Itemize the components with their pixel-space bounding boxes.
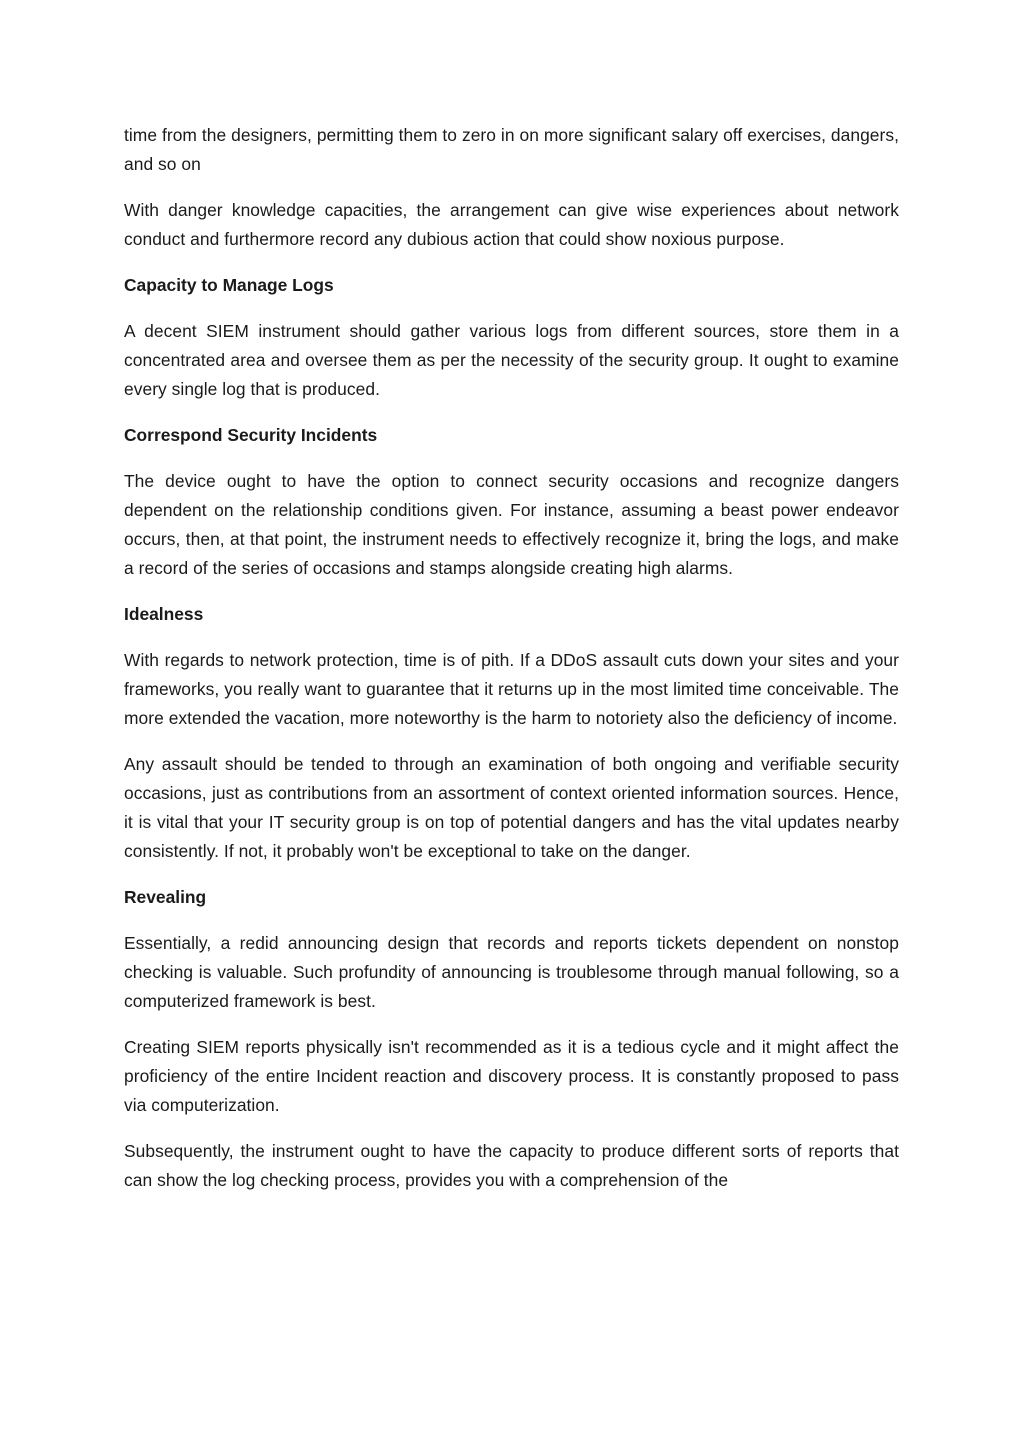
paragraph: Creating SIEM reports physically isn't recommended as it is a tedious cycle and it might affect the proficiency of the entire Incident reaction and discovery process. It is constantly proposed to pass via computerization. [124, 1037, 899, 1115]
document-page [124, 121, 899, 1212]
section-heading: Idealness [124, 604, 204, 624]
section-heading: Correspond Security Incidents [124, 425, 378, 445]
paragraph: Subsequently, the instrument ought to have the capacity to produce different sorts of reports that can show the log checking process, provides you with a comprehension of the [124, 1141, 899, 1190]
paragraph: With danger knowledge capacities, the arrangement can give wise experiences about network conduct and furthermore record any dubious action that could show noxious purpose. [124, 200, 899, 249]
paragraph: The device ought to have the option to connect security occasions and recognize dangers dependent on the relationship conditions given. For instance, assuming a beast power endeavor occurs, then, at that point, the instrument needs to effectively recognize it, bring the logs, and make a record of the series of occasions and stamps alongside creating high alarms. [124, 471, 899, 578]
paragraph: A decent SIEM instrument should gather various logs from different sources, store them in a concentrated area and oversee them as per the necessity of the security group. It ought to examine every single log that is produced. [124, 321, 899, 399]
paragraph: time from the designers, permitting them to zero in on more significant salary off exercises, dangers, and so on [124, 125, 899, 174]
section-heading: Revealing [124, 887, 207, 907]
paragraph: With regards to network protection, time is of pith. If a DDoS assault cuts down your sites and your frameworks, you really want to guarantee that it returns up in the most limited time conceivable. The more extended the vacation, more noteworthy is the harm to notoriety also the deficiency of income. [124, 650, 899, 728]
section-heading: Capacity to Manage Logs [124, 275, 334, 295]
paragraph: Any assault should be tended to through an examination of both ongoing and verifiable security occasions, just as contributions from an assortment of context oriented information sources. Hence, it is vital that your IT security group is on top of potential dangers and has the vital updates nearby consistently. If not, it probably won't be exceptional to take on the danger. [124, 754, 899, 861]
paragraph: Essentially, a redid announcing design that records and reports tickets dependent on nonstop checking is valuable. Such profundity of announcing is troublesome through manual following, so a computerized framework is best. [124, 933, 899, 1011]
